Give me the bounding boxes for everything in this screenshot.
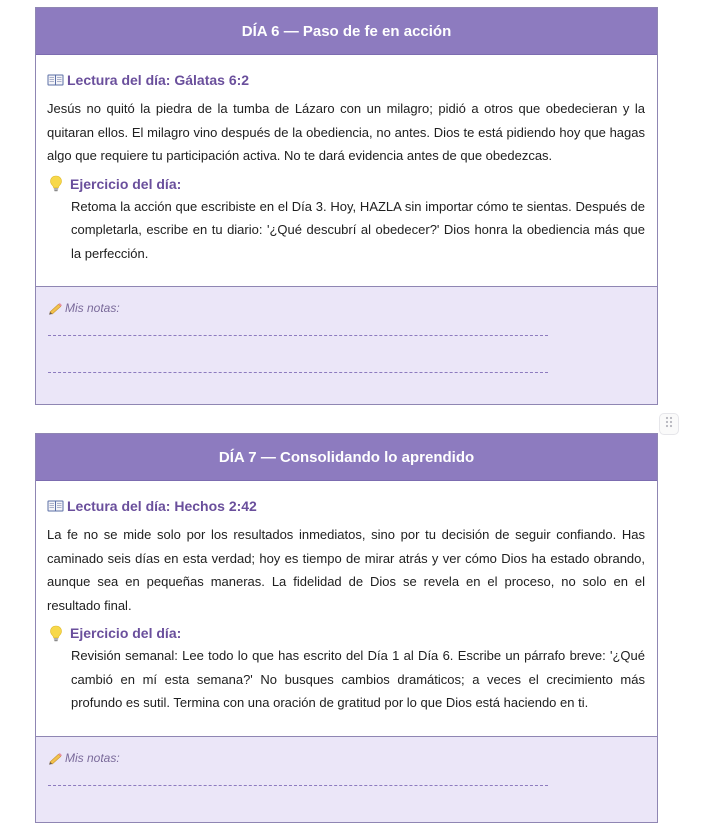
day-7-reading [47,493,645,519]
day-7-card [35,433,658,823]
lightbulb-icon [49,175,63,192]
day-6-card [35,7,658,405]
day-7-title: DÍA 7 — Consolidando lo aprendido [36,434,657,481]
day-6-reading-label: Lectura del día: Gálatas 6:2 [67,72,250,88]
notes-line[interactable] [48,335,548,336]
day-6-notes-label: Mis notas: [65,301,120,315]
day-7-body: La fe no se mide solo por los resultados inmediatos, sino por tu decisión de seguir confiando. Has caminado seis días en esta verdad; hoy es tiempo de mirar atrás y ver cómo Dios ha estado obrando, aunque sea en pequeñas maneras. La fidelidad de Dios se revela en el proceso, no solo en el resultado final. [47,527,645,613]
notes-line[interactable] [48,372,548,373]
day-6-exercise-heading [47,173,645,195]
day-7-content [36,481,657,715]
day-7-reading-label: Lectura del día: Hechos 2:42 [67,498,257,514]
day-6-exercise-text: Retoma la acción que escribiste en el Día 3. Hoy, HAZLA sin importar cómo te sientas. Después de completarla, escribe en tu diario: '¿Qué descubrí al obedecer?' Dios honra la obediencia más que la perfección. [71,198,645,261]
day-6-body: Jesús no quitó la piedra de la tumba de Lázaro con un milagro; pidió a otros que obedecieran y la quitaran ellos. El milagro vino después de la obediencia, no antes. Dios te está pidiendo hoy que hagas algo que requiere tu participación activa. No te dará evidencia antes de que obedezcas. [47,101,645,163]
lightbulb-icon [49,625,63,642]
day-6-exercise-title: Ejercicio del día: [70,175,182,192]
day-7-exercise-text: Revisión semanal: Lee todo lo que has escrito del Día 1 al Día 6. Escribe un párrafo breve: '¿Qué cambió en mí esta semana?' No busques cambios dramáticos; a veces el crecimiento más profundo es sutil. Termina con una oración de gratitud por lo que Dios está haciendo en ti. [71,648,645,710]
day-6-reading [47,67,645,93]
day-6-content [36,55,657,265]
drag-handle[interactable] [659,413,679,435]
notes-line[interactable] [48,785,548,786]
drag-handle-icon [665,415,673,433]
day-6-notes [36,286,657,404]
day-6-title: DÍA 6 — Paso de fe en acción [36,8,657,55]
day-7-notes [36,736,657,822]
pencil-icon [48,752,63,765]
day-7-exercise-heading [47,622,645,644]
day-6-notes-heading [48,299,645,317]
day-7-notes-label: Mis notas: [65,751,120,765]
day-7-exercise-title: Ejercicio del día: [70,625,182,641]
open-book-icon [47,74,64,86]
open-book-icon [47,500,64,512]
day-7-notes-heading [48,749,645,767]
pencil-icon [48,302,63,315]
